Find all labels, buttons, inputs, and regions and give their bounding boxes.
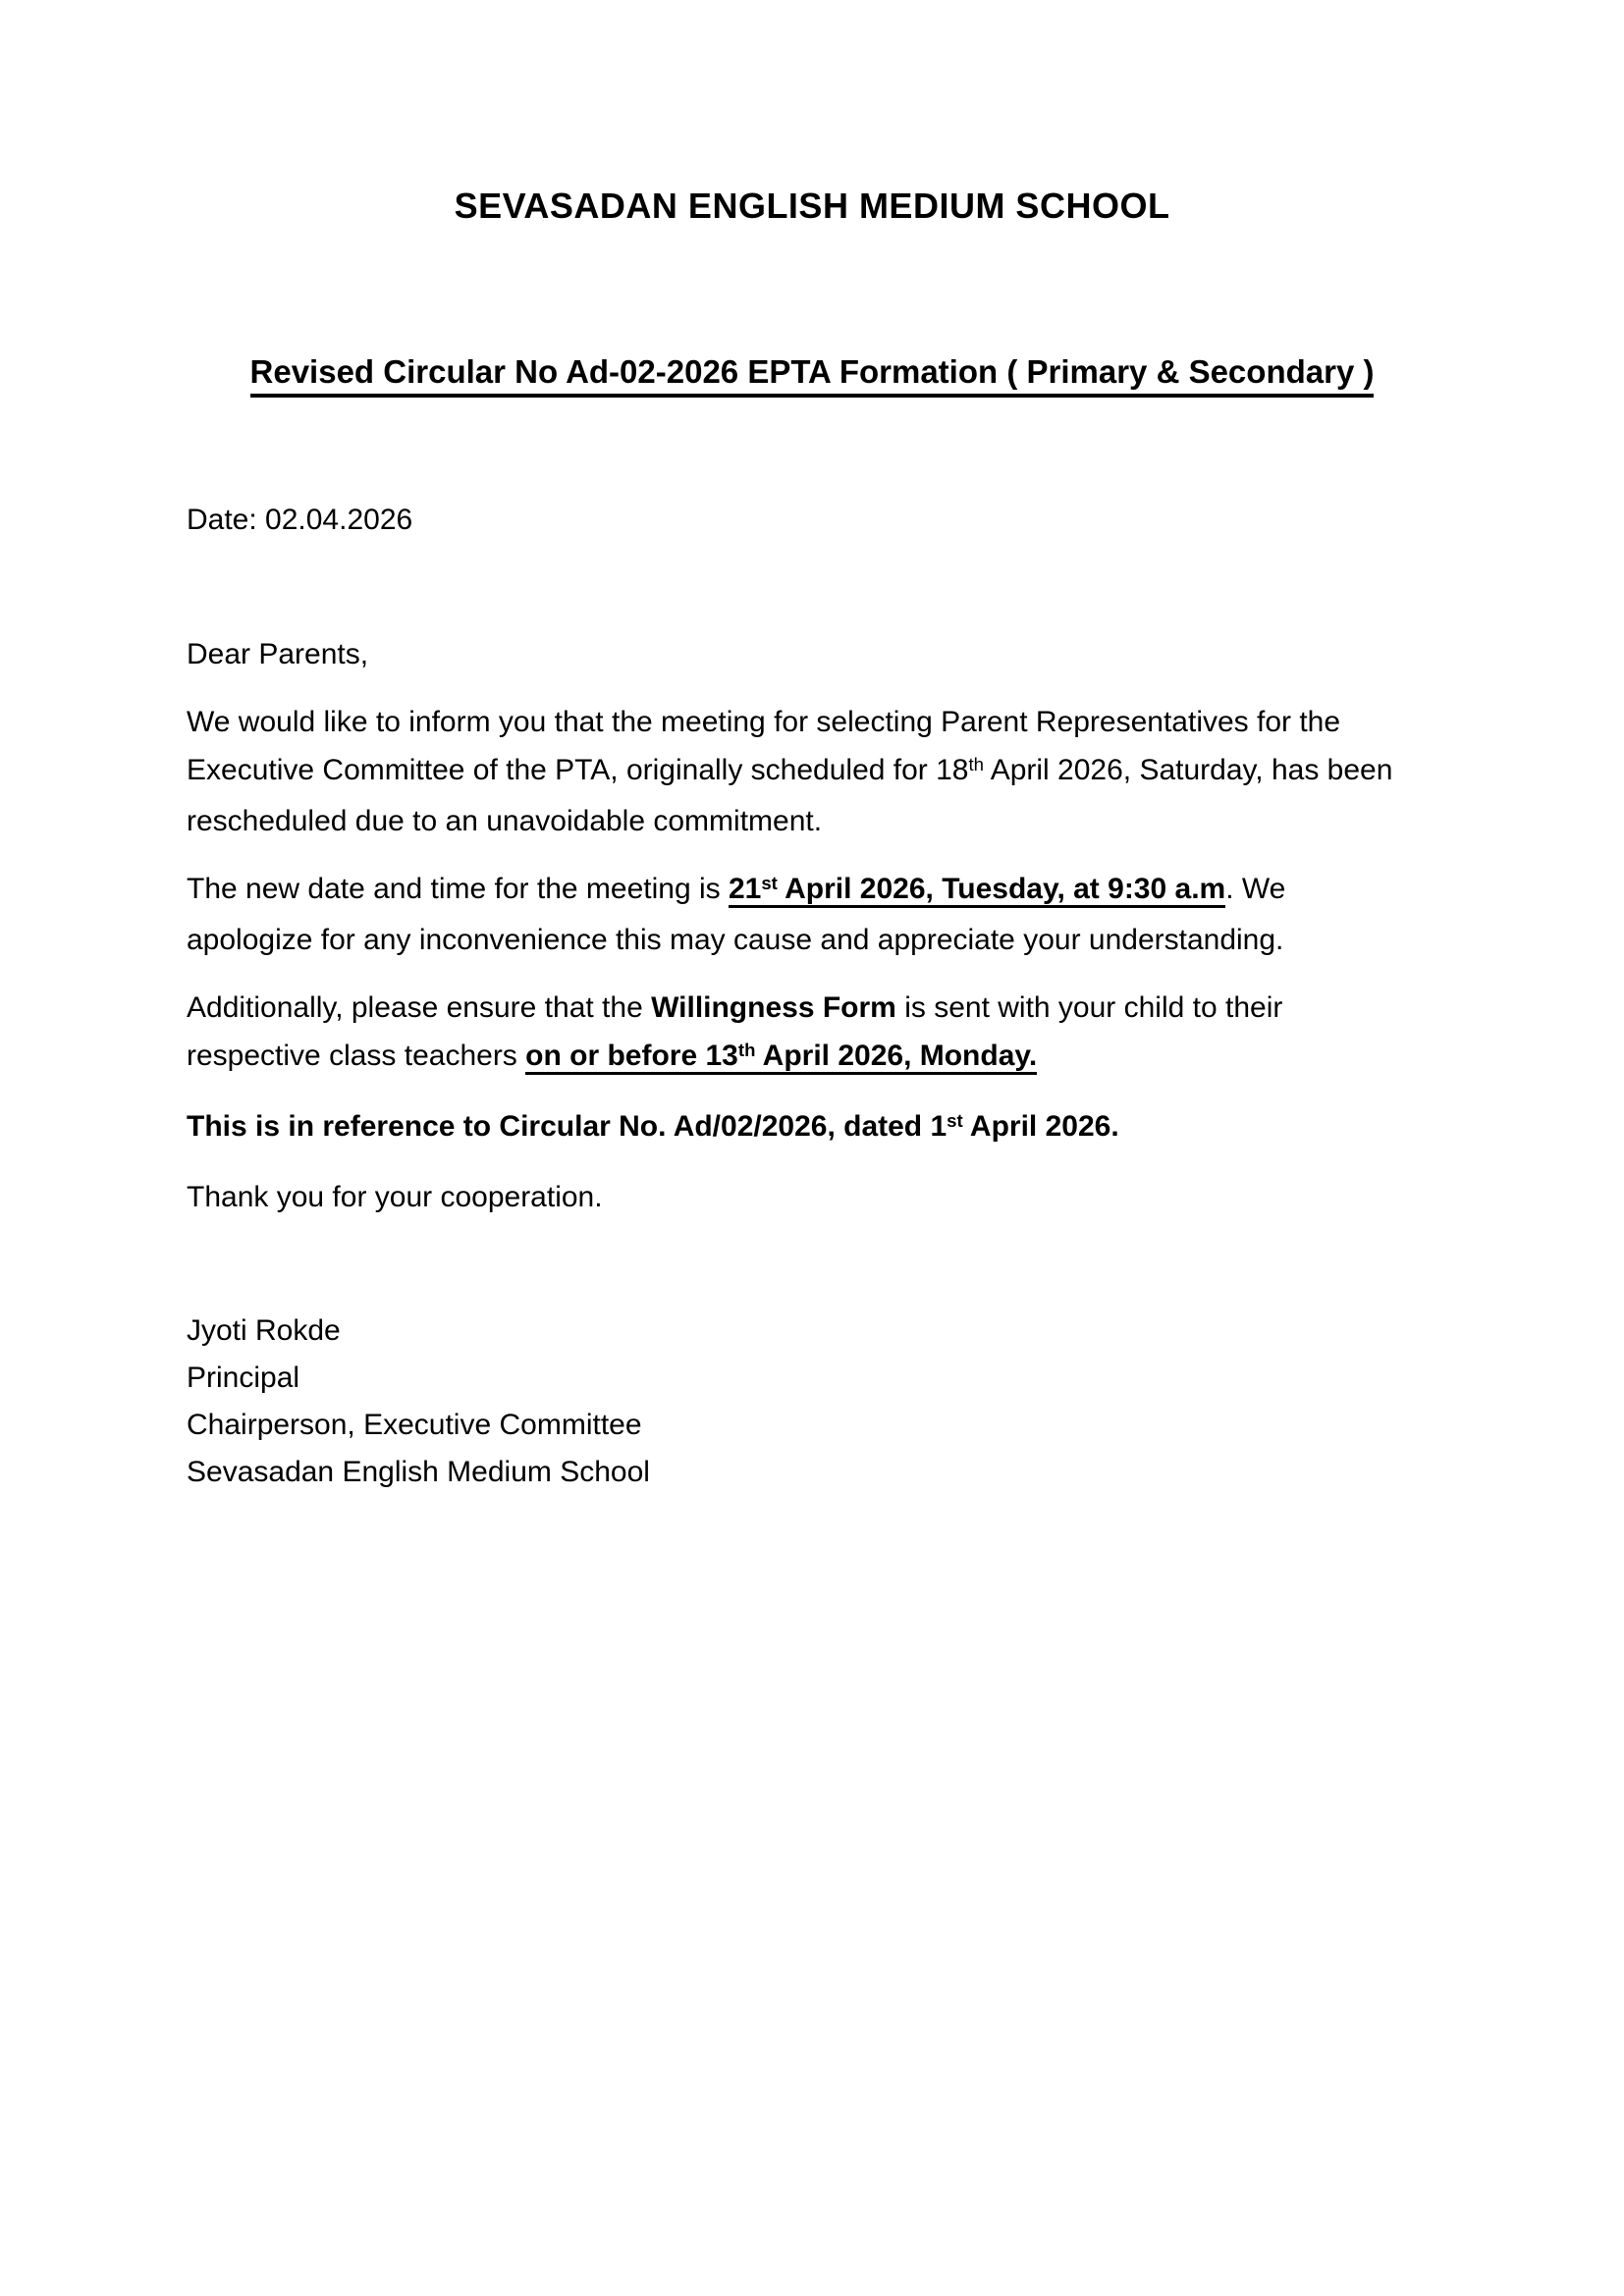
- signatory-name: Jyoti Rokde: [187, 1314, 341, 1347]
- signatory-school-name: Sevasadan English Medium School: [187, 1456, 650, 1488]
- signature-block: [187, 1308, 1437, 1496]
- school-name-title: SEVASADAN ENGLISH MEDIUM SCHOOL: [454, 186, 1170, 226]
- salutation: Dear Parents,: [187, 638, 369, 670]
- signatory-role-principal: Principal: [187, 1362, 300, 1394]
- paragraph-reschedule-notice: We would like to inform you that the meeting for selecting Parent Representatives for the Executive Committee of the PTA, originally scheduled for 18th April 2026, Saturday, has been rescheduled due to an unavoidable commitment.: [187, 706, 1393, 837]
- paragraph-willingness-form-instruction: Additionally, please ensure that the Willingness Form is sent with your child to their respective class teachers on or before 13th April 2026, Monday.: [187, 984, 1516, 1083]
- signatory-role-chairperson: Chairperson, Executive Committee: [187, 1409, 642, 1441]
- paragraph-circular-reference: This is in reference to Circular No. Ad/02/2026, dated 1st April 2026.: [187, 1109, 1119, 1143]
- paragraph-thanks: Thank you for your cooperation.: [187, 1181, 603, 1213]
- paragraph-new-date-announcement: The new date and time for the meeting is 21st April 2026, Tuesday, at 9:30 a.m. We apologize for any inconvenience this may cause and appreciate your understanding.: [187, 872, 1286, 956]
- circular-heading: [187, 347, 1437, 398]
- date-line: Date: 02.04.2026: [187, 504, 413, 536]
- circular-heading-text: Revised Circular No Ad-02-2026 EPTA Formation ( Primary & Secondary ): [250, 353, 1375, 398]
